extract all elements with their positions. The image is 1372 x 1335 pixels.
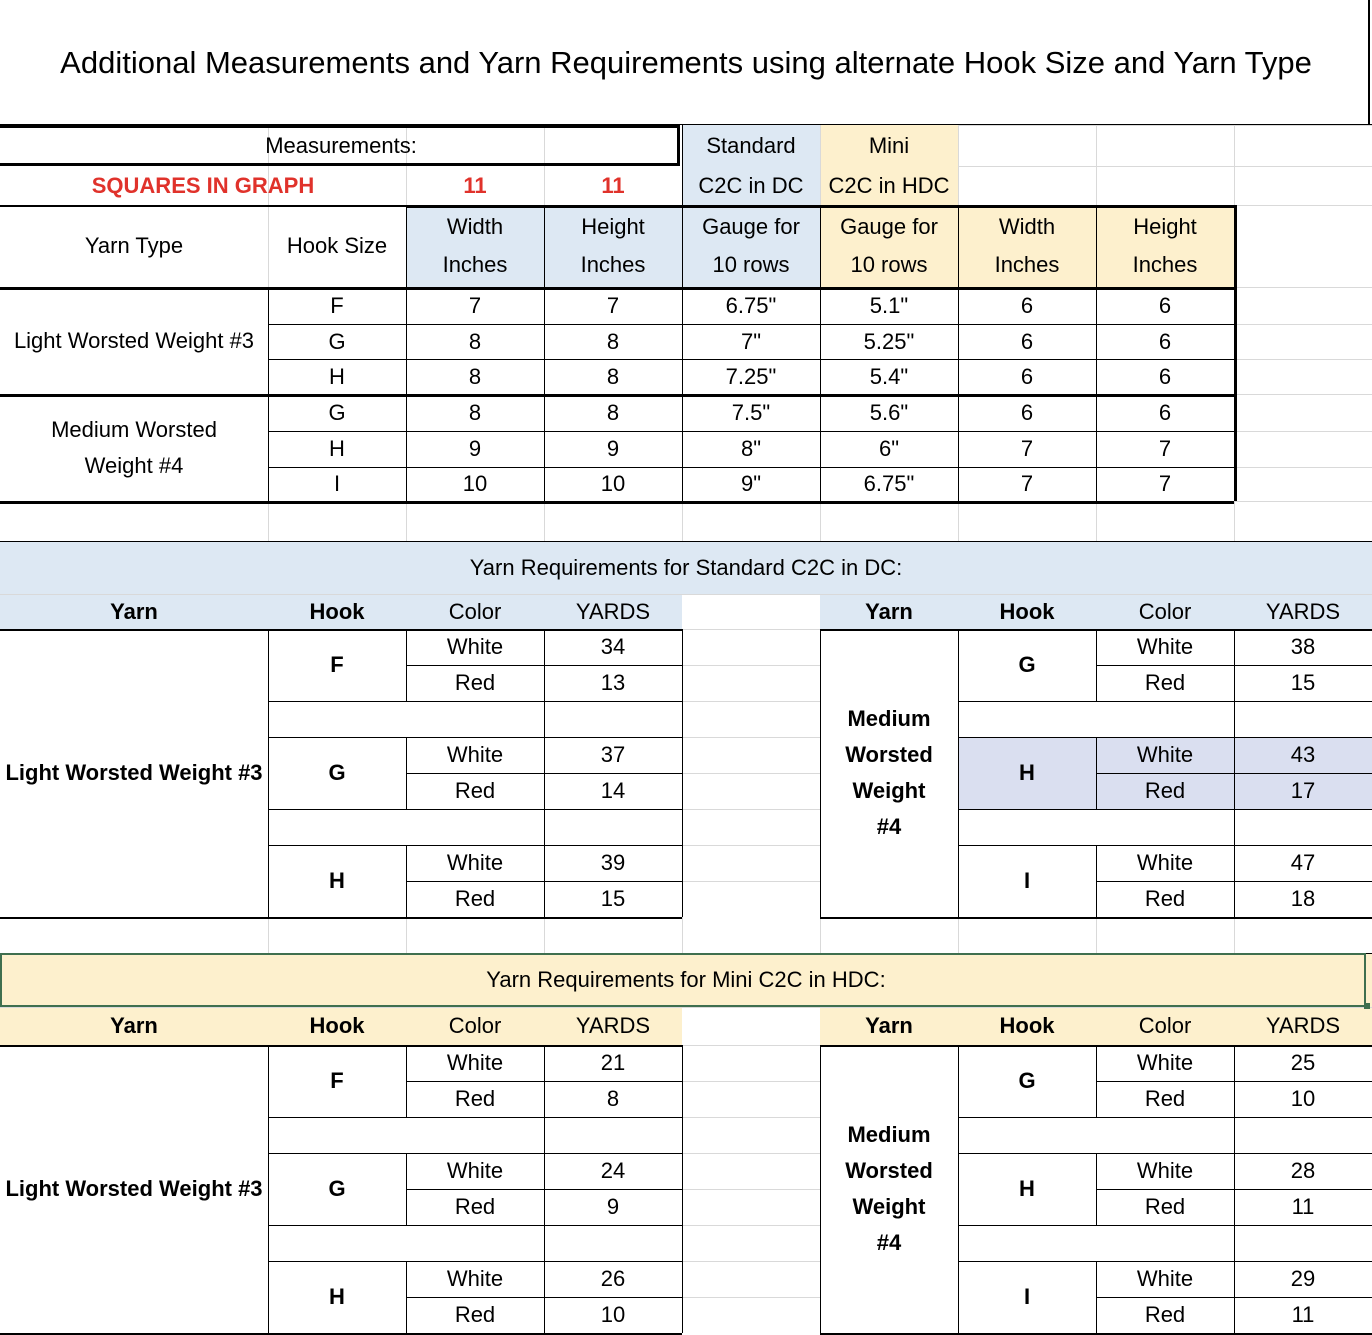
gridline [268, 1153, 682, 1154]
mini-yards-cell: 24 [600, 1158, 626, 1183]
gridline [682, 125, 683, 205]
gridline [1096, 205, 1097, 501]
measurement-cell: 7 [1020, 436, 1034, 461]
standard-left-hook: H [329, 868, 345, 893]
mini-color-cell: Red [454, 1302, 496, 1327]
gridline [1234, 467, 1372, 468]
mini-left-header-yarn: Yarn [110, 1013, 158, 1038]
mini-yards-cell: 11 [1291, 1302, 1315, 1327]
gridline [544, 629, 545, 917]
mini-right-hook: H [1019, 1176, 1035, 1201]
mini-gauge-header: Gauge for 10 rows [840, 214, 938, 277]
mini-color-cell: Red [454, 1086, 496, 1111]
standard-right-yarn-name: Medium Worsted Weight #4 [845, 706, 933, 839]
measurement-cell: 8 [606, 328, 620, 354]
gridline [406, 737, 407, 809]
standard-right-header-yards: YARDS [1265, 598, 1341, 624]
gridline [958, 1117, 1372, 1118]
gridline [268, 1225, 682, 1226]
standard-right-header-color: Color [1138, 598, 1192, 624]
squares-width-value: 11 [463, 172, 487, 198]
standard-yards-cell: 18 [1290, 886, 1316, 911]
gridline [958, 1045, 959, 1333]
measurement-cell: 6" [878, 436, 900, 461]
standard-section-title: Yarn Requirements for Standard C2C in DC: [469, 554, 903, 580]
measurement-cell: 7 [1158, 436, 1172, 461]
standard-color-cell: Red [1144, 670, 1186, 695]
standard-left-header-color: Color [448, 598, 502, 624]
standard-right-hook: G [1018, 652, 1036, 677]
mini-color-cell: White [1136, 1158, 1194, 1183]
gridline [1096, 1045, 1097, 1117]
gridline [544, 917, 545, 953]
gridline [1234, 324, 1372, 325]
gridline [544, 1045, 545, 1333]
gridline [1234, 917, 1235, 953]
measurement-cell: 6 [1158, 363, 1172, 389]
gridline [268, 917, 269, 953]
measurement-cell: 10 [462, 471, 488, 496]
measurement-cell: 5.6" [869, 399, 909, 425]
standard-color-cell: White [446, 634, 504, 659]
mini-yards-cell: 28 [1290, 1158, 1316, 1183]
gridline [268, 287, 269, 501]
measurement-cell: 6.75" [863, 471, 915, 496]
mini-width-header: Width Inches [994, 214, 1060, 277]
measurement-cell: 8 [606, 399, 620, 425]
standard-color-cell: Red [1144, 778, 1186, 803]
mini-left-header-color: Color [448, 1013, 502, 1038]
gridline [682, 737, 820, 738]
gridline [1096, 737, 1097, 809]
mini-color-cell: Red [454, 1194, 496, 1219]
blank-cell [682, 1007, 820, 1045]
standard-method-label: C2C in DC [698, 172, 804, 198]
standard-color-cell: White [1136, 634, 1194, 659]
gridline [406, 1045, 407, 1117]
standard-color-cell: Red [454, 778, 496, 803]
measurements-label: Measurements: [265, 132, 417, 158]
gridline [682, 205, 683, 501]
standard-label: Standard [706, 132, 796, 158]
gridline [268, 845, 682, 846]
mini-left-hook: H [329, 1284, 345, 1309]
standard-yards-cell: 17 [1290, 778, 1316, 803]
gridline [682, 629, 683, 917]
standard-yards-cell: 15 [600, 886, 626, 911]
gridline [1234, 394, 1372, 395]
gridline [682, 809, 820, 810]
squares-in-graph-label: SQUARES IN GRAPH [91, 172, 315, 198]
selected-cell-border[interactable] [0, 953, 1366, 1007]
gridline [682, 665, 820, 666]
standard-left-hook: G [328, 760, 346, 785]
gridline [958, 166, 1372, 167]
mini-method-label: C2C in HDC [828, 172, 950, 198]
measurement-cell: 7.25" [725, 363, 777, 389]
gridline [0, 501, 1234, 504]
standard-right-hook: H [1019, 760, 1035, 785]
gridline [958, 845, 1372, 846]
measurement-cell: 7 [606, 292, 620, 318]
hook-size-cell: G [328, 328, 346, 354]
gridline [268, 324, 1234, 325]
standard-color-cell: White [1136, 742, 1194, 767]
measurement-cell: 8 [468, 363, 482, 389]
standard-yards-cell: 38 [1290, 634, 1316, 659]
gridline [682, 1297, 820, 1298]
mini-yards-cell: 26 [600, 1266, 626, 1291]
gridline [268, 737, 682, 738]
measurement-cell: 5.1" [869, 292, 909, 318]
standard-left-header-yarn: Yarn [110, 598, 158, 624]
gridline [682, 1153, 820, 1154]
gridline [682, 1081, 820, 1082]
measurement-cell: 7 [1020, 471, 1034, 496]
gridline [1234, 1045, 1235, 1333]
gridline [406, 1261, 407, 1333]
gridline [406, 629, 407, 701]
gridline [820, 917, 1372, 919]
gridline [0, 1045, 682, 1047]
measurement-cell: 9 [606, 436, 620, 461]
gridline [0, 287, 1234, 290]
mini-color-cell: White [446, 1266, 504, 1291]
gridline [268, 467, 1234, 468]
gridline [682, 845, 820, 846]
mini-right-header-hook: Hook [999, 1013, 1055, 1038]
measurement-cell: 10 [600, 471, 626, 496]
gridline [1234, 287, 1372, 288]
measurement-cell: 6 [1020, 292, 1034, 318]
measurements-box [0, 125, 680, 166]
gridline [958, 1225, 1372, 1226]
standard-color-cell: Red [454, 886, 496, 911]
hook-size-cell: G [328, 399, 346, 425]
gridline [406, 1153, 407, 1225]
gridline [1096, 845, 1097, 917]
mini-left-header-yards: YARDS [575, 1013, 651, 1038]
measurement-cell: 8 [606, 363, 620, 389]
gridline [544, 205, 545, 501]
mini-section-title: Yarn Requirements for Mini C2C in HDC: [486, 967, 886, 992]
gridline [958, 809, 1372, 810]
measurement-cell: 7.5" [731, 399, 771, 425]
mini-right-header-yards: YARDS [1265, 1013, 1341, 1038]
gridline [958, 917, 959, 953]
gridline [268, 809, 682, 810]
gridline [0, 594, 1372, 595]
mini-color-cell: White [446, 1050, 504, 1075]
standard-left-header-hook: Hook [309, 598, 365, 624]
gridline [1096, 917, 1097, 953]
standard-left-hook: F [330, 652, 344, 677]
measurement-cell: 9 [468, 436, 482, 461]
measurement-cell: 6 [1020, 363, 1034, 389]
gridline [1234, 359, 1372, 360]
gridline [820, 917, 821, 953]
hook-size-header: Hook Size [286, 233, 388, 258]
gridline [682, 1045, 683, 1333]
gridline [0, 541, 1372, 542]
mini-yards-cell: 25 [1290, 1050, 1316, 1075]
mini-color-cell: White [1136, 1266, 1194, 1291]
standard-yards-cell: 34 [600, 634, 626, 659]
page-title: Additional Measurements and Yarn Requirements using alternate Hook Size and Yarn Type [60, 44, 1312, 80]
gridline [268, 1045, 269, 1333]
mini-yards-cell: 10 [600, 1302, 626, 1327]
gridline [268, 1117, 682, 1118]
mini-right-header-yarn: Yarn [865, 1013, 913, 1038]
standard-yards-cell: 13 [600, 670, 626, 695]
measurement-cell: 6 [1158, 328, 1172, 354]
standard-gauge-header: Gauge for 10 rows [702, 214, 800, 277]
standard-yards-cell: 47 [1290, 850, 1316, 875]
mini-color-cell: Red [1144, 1302, 1186, 1327]
measurement-cell: 7" [740, 328, 762, 354]
gridline [958, 1261, 1372, 1262]
gridline [820, 629, 821, 917]
mini-left-hook: F [330, 1068, 344, 1093]
measurement-cell: 6.75" [725, 292, 777, 318]
mini-label: Mini [868, 132, 910, 158]
mini-height-header: Height Inches [1132, 214, 1198, 277]
gridline [682, 917, 683, 953]
measurement-cell: 6 [1020, 328, 1034, 354]
gridline [1096, 1261, 1097, 1333]
standard-color-cell: Red [454, 670, 496, 695]
measurement-cell: 5.4" [869, 363, 909, 389]
gridline [1234, 629, 1235, 917]
gridline [682, 701, 820, 702]
measurement-cell: 8 [468, 328, 482, 354]
standard-right-hook: I [1023, 868, 1031, 893]
standard-yards-cell: 14 [600, 778, 626, 803]
gridline [958, 737, 1372, 738]
standard-right-header-hook: Hook [999, 598, 1055, 624]
mini-left-yarn-name: Light Worsted Weight #3 [5, 1176, 263, 1201]
hook-size-cell: F [330, 292, 344, 318]
mini-right-hook: I [1023, 1284, 1031, 1309]
gridline [1096, 629, 1097, 701]
gridline [406, 205, 407, 501]
blank-cell [682, 594, 820, 629]
mini-yards-cell: 29 [1290, 1266, 1316, 1291]
gridline [268, 701, 682, 702]
hook-size-cell: H [329, 363, 345, 389]
gridline [958, 629, 959, 917]
mini-left-hook: G [328, 1176, 346, 1201]
mini-right-header-color: Color [1138, 1013, 1192, 1038]
gridline [958, 701, 1372, 702]
gridline [0, 394, 1234, 397]
gridline [0, 1007, 1372, 1008]
gridline [1234, 431, 1372, 432]
standard-left-header-yards: YARDS [575, 598, 651, 624]
width-inches-header: Width Inches [442, 214, 508, 277]
hook-size-cell: I [333, 471, 341, 496]
gridline [682, 629, 820, 630]
gridline [682, 881, 820, 882]
mini-yards-cell: 21 [600, 1050, 626, 1075]
measurement-cell: 7 [468, 292, 482, 318]
standard-color-cell: White [1136, 850, 1194, 875]
mini-yards-cell: 10 [1290, 1086, 1316, 1111]
gridline [682, 773, 820, 774]
height-inches-header: Height Inches [580, 214, 646, 277]
yarn-type-light-worsted: Light Worsted Weight #3 [13, 327, 255, 353]
standard-yards-cell: 39 [600, 850, 626, 875]
measurement-cell: 8 [468, 399, 482, 425]
gridline [820, 1045, 821, 1333]
mini-color-cell: Red [1144, 1194, 1186, 1219]
gridline [1234, 205, 1237, 501]
mini-color-cell: Red [1144, 1086, 1186, 1111]
gridline [682, 1117, 820, 1118]
hook-size-cell: H [329, 436, 345, 461]
squares-height-value: 11 [601, 172, 625, 198]
standard-left-yarn-name: Light Worsted Weight #3 [5, 760, 263, 785]
mini-left-header-hook: Hook [309, 1013, 365, 1038]
measurement-cell: 7 [1158, 471, 1172, 496]
mini-yards-cell: 9 [606, 1194, 620, 1219]
mini-right-hook: G [1018, 1068, 1036, 1093]
measurement-cell: 5.25" [863, 328, 915, 354]
mini-color-cell: White [446, 1158, 504, 1183]
gridline [268, 1261, 682, 1262]
yarn-type-header: Yarn Type [84, 233, 184, 258]
gridline [1096, 1153, 1097, 1225]
gridline [820, 205, 821, 501]
standard-color-cell: White [446, 850, 504, 875]
fill-handle[interactable] [1364, 1003, 1370, 1009]
measurement-cell: 8" [740, 436, 762, 461]
standard-yards-cell: 15 [1290, 670, 1316, 695]
gridline [406, 917, 407, 953]
gridline [682, 1261, 820, 1262]
measurement-cell: 6 [1158, 399, 1172, 425]
gridline [682, 1225, 820, 1226]
mini-color-cell: White [1136, 1050, 1194, 1075]
gridline [268, 629, 269, 917]
measurement-cell: 6 [1020, 399, 1034, 425]
gridline [406, 845, 407, 917]
measurement-cell: 6 [1158, 292, 1172, 318]
gridline [682, 1045, 820, 1046]
standard-yards-cell: 43 [1290, 742, 1316, 767]
gridline [0, 629, 682, 631]
gridline [268, 359, 1234, 360]
gridline [1234, 501, 1372, 502]
gridline [682, 1189, 820, 1190]
standard-color-cell: Red [1144, 886, 1186, 911]
mini-yards-cell: 11 [1291, 1194, 1315, 1219]
mini-yards-cell: 8 [606, 1086, 620, 1111]
gridline [958, 125, 1372, 126]
gridline [268, 431, 1234, 432]
measurement-cell: 9" [740, 471, 762, 496]
standard-right-header-yarn: Yarn [865, 598, 913, 624]
standard-yards-cell: 37 [600, 742, 626, 767]
title-border [1368, 0, 1370, 125]
mini-right-yarn-name: Medium Worsted Weight #4 [845, 1122, 933, 1255]
standard-color-cell: White [446, 742, 504, 767]
gridline [958, 205, 959, 501]
yarn-type-medium-worsted: Medium Worsted Weight #4 [51, 416, 217, 478]
gridline [958, 1153, 1372, 1154]
gridline [0, 917, 682, 919]
